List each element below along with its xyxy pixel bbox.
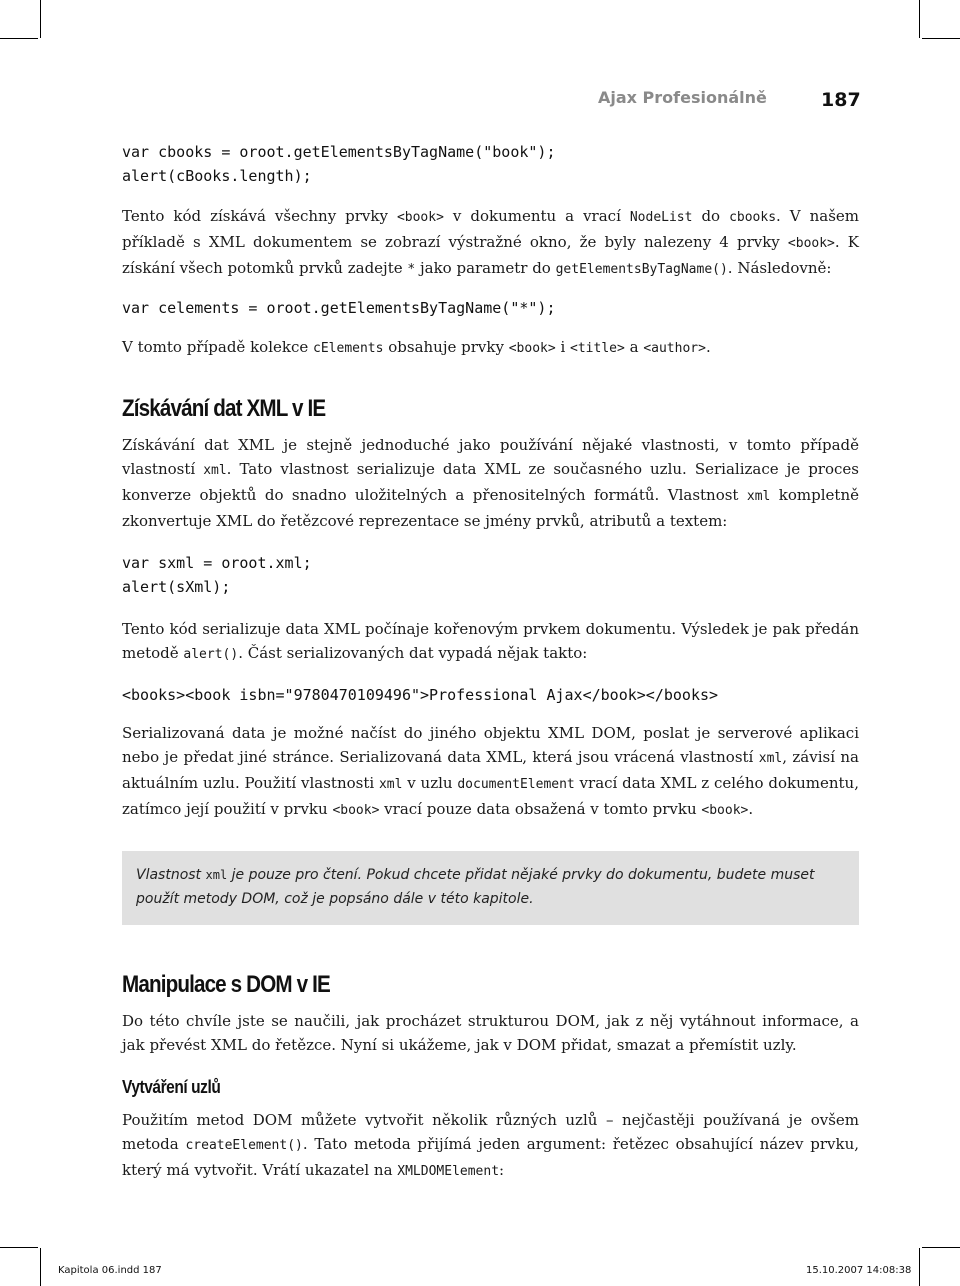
code-block (122, 296, 859, 320)
footer-timestamp: 15.10.2007 14:08:38 (806, 1265, 912, 1276)
page-content (122, 140, 859, 1184)
code-line: var sxml = oroot.xml; (122, 554, 312, 572)
paragraph: V tomto případě kolekce cElements obsahuje prvky <book> i <title> a <author>. (122, 338, 711, 356)
paragraph: Tento kód získává všechny prvky <book> v dokumentu a vrací NodeList do cbooks. V našem příkladě s XML dokumentem se zobrazí výstražné okno, že byly nalezeny 4 prvky <book>. K získání všech potomků prvků zadejte * jako parametr do getElementsByTagName(). Následovně: (122, 207, 859, 277)
paragraph: Serializovaná data je možné načíst do jiného objektu XML DOM, poslat je serverové aplikaci nebo je předat jiné stránce. Serializovaná data XML, která jsou vrácená vlastností xml, závisí na aktuálním uzlu. Použití vlastnosti xml v uzlu documentElement vrací data XML z celého dokumentu, zatímco její použití v prvku <book> vrací pouze data obsažená v tomto prvku <book>. (122, 724, 859, 818)
crop-mark (919, 1248, 920, 1286)
paragraph: Získávání dat XML je stejně jednoduché jako používání nějaké vlastnosti, v tomto případě vlastností xml. Tato vlastnost serializuje data XML ze současného uzlu. Serializace je proces konverze objektů do snadno uložitelných a přenositelných formátů. Vlastnost xml kompletně zkonvertuje XML do řetězcové reprezentace se jmény prvků, atributů a textem: (122, 436, 859, 530)
code-line: var cbooks = oroot.getElementsByTagName("book"); (122, 143, 556, 161)
paragraph: Použitím metod DOM můžete vytvořit několik různých uzlů – nejčastěji používaná je ovšem metoda createElement(). Tato metoda přijímá jeden argument: řetězec obsahující název prvku, který má vytvořit. Vrátí ukazatel na XMLDOMElement: (122, 1111, 859, 1179)
code-line: <books><book isbn="9780470109496">Professional Ajax</book></books> (122, 686, 719, 704)
section-heading: Získávání dat XML v IE (122, 395, 326, 422)
code-line: var celements = oroot.getElementsByTagName("*"); (122, 299, 556, 317)
paragraph: Tento kód serializuje data XML počínaje kořenovým prvkem dokumentu. Výsledek je pak předán metodě alert(). Část serializovaných dat vypadá nějak takto: (122, 620, 859, 662)
crop-mark (40, 1248, 41, 1286)
crop-mark (0, 38, 38, 39)
crop-mark (0, 1247, 38, 1248)
subsection-heading: Vytváření uzlů (122, 1077, 221, 1097)
crop-mark (922, 1247, 960, 1248)
code-line: alert(sXml); (122, 578, 231, 596)
crop-mark (922, 38, 960, 39)
crop-mark (919, 0, 920, 38)
page-number: 187 (821, 89, 861, 111)
footer-file-info: Kapitola 06.indd 187 (58, 1265, 162, 1276)
running-header-title: Ajax Profesionálně (598, 88, 767, 107)
code-block (122, 140, 859, 188)
code-line: alert(cBooks.length); (122, 167, 312, 185)
note-box: Vlastnost xml je pouze pro čtení. Pokud chcete přidat nějaké prvky do dokumentu, budete muset použít metody DOM, což je popsáno dále v této kapitole. (122, 851, 859, 925)
section-heading: Manipulace s DOM v IE (122, 971, 330, 998)
code-block (122, 551, 859, 599)
crop-mark (40, 0, 41, 38)
code-block (122, 683, 859, 707)
paragraph: Do této chvíle jste se naučili, jak procházet strukturou DOM, jak z něj vytáhnout informace, a jak převést XML do řetězce. Nyní si ukážeme, jak v DOM přidat, smazat a přemístit uzly. (122, 1012, 859, 1054)
